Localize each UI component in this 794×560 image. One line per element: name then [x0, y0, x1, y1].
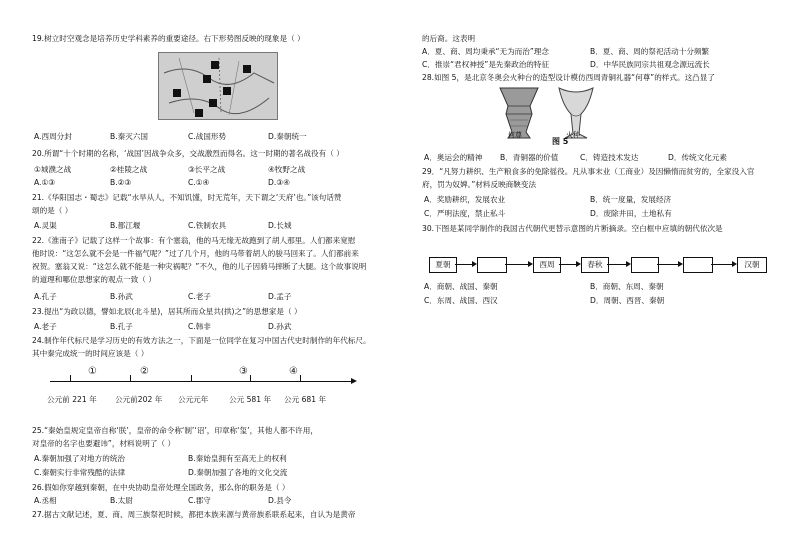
figure-5-label: 图 5 — [552, 137, 569, 146]
q20-item-2: ②桂陵之战 — [110, 165, 148, 174]
dynasty-box-blank-1 — [477, 257, 507, 273]
timeline-axis — [50, 381, 355, 382]
timeline-tick — [70, 375, 71, 382]
q26-option-a: A.丞相 — [34, 496, 57, 505]
timeline-label-3: 公元元年 — [178, 395, 209, 404]
timeline-arrow — [351, 378, 357, 384]
q23-option-d: D.孙武 — [268, 322, 292, 331]
chain-arrow — [455, 264, 473, 265]
q23-stem: 23.提出“为政以德，譬如北辰(北斗星)，居其所而众星共(拱)之”的思想家是（ ） — [32, 307, 302, 316]
q20-item-4: ④牧野之战 — [268, 165, 306, 174]
q22-option-c: C.老子 — [188, 292, 211, 301]
q28-stem: 28.如图 5，是北京冬奥会火种台的造型设计模仿西周青铜礼器“何尊”的样式。这凸显了 — [422, 73, 715, 82]
state-marker — [209, 99, 217, 107]
state-marker — [173, 89, 181, 97]
q25-line2: 对皇帝的名字也要避讳”，材料说明了（ ） — [32, 439, 176, 448]
state-marker — [243, 65, 251, 73]
q26-option-d: D.县令 — [268, 496, 292, 505]
q21-option-b: B.都江堰 — [110, 221, 141, 230]
dynasty-box-chunqiu: 春秋 — [581, 257, 609, 273]
q19-stem: 19.树立时空观念是培养历史学科素养的重要途径。右下形势图反映的现象是（ ） — [32, 34, 305, 43]
chain-arrow — [657, 264, 679, 265]
timeline-marker-3: ③ — [239, 366, 248, 377]
q25-option-b: B.秦始皇拥有至高无上的权利 — [188, 454, 287, 463]
q27-continued: 的后裔。这表明 — [422, 34, 476, 43]
q23-option-b: B.孔子 — [110, 322, 133, 331]
q29-line2: 府，罚为奴婢。”材料反映商鞅变法 — [422, 180, 537, 189]
torch-caption: 火种 — [566, 131, 580, 139]
q22-option-d: D.孟子 — [268, 292, 292, 301]
q27-option-c: C．推崇“君权神授”是先秦政治的特征 — [422, 60, 550, 69]
q29-option-d: D．废除井田，土地私有 — [590, 209, 672, 218]
q21-line2: 颂的是（ ） — [32, 206, 73, 215]
dynasty-box-blank-3 — [683, 257, 713, 273]
state-marker — [203, 75, 211, 83]
timeline-label-1: 公元前 221 年 — [47, 395, 97, 404]
chain-arrow — [505, 264, 529, 265]
q19-map-image — [158, 52, 278, 120]
q19-option-c: C.战国形势 — [188, 132, 227, 141]
q30-option-c: C．东周、战国、西汉 — [424, 296, 498, 305]
q26-option-c: C.郡守 — [188, 496, 211, 505]
q24-line2: 其中秦完成统一的时间应该是（ ） — [32, 349, 149, 358]
chain-arrow — [711, 264, 733, 265]
q21-option-a: A.灵渠 — [34, 221, 57, 230]
q24-line1: 24.制作年代标尺是学习历史的有效方法之一，下面是一位同学在复习中国古代史时制作的年代标尺。 — [32, 336, 371, 345]
q25-option-a: A.秦朝加强了对地方的统治 — [34, 454, 126, 463]
q19-option-d: D.秦朝统一 — [268, 132, 307, 141]
q26-option-b: B.太尉 — [110, 496, 133, 505]
q21-line1: 21.《华阳国志・蜀志》记载“水旱从人，不知饥馑，时无荒年，天下谓之‘天府’也。”该句话赞 — [32, 193, 342, 202]
timeline-tick — [250, 375, 251, 382]
q22-line3: 祝贺。塞翁又说：“这怎么就不能是一种灾祸呢？”不久，他的儿子因骑马摔断了大腿。这个故事说明 — [32, 262, 367, 271]
q23-option-a: A.老子 — [34, 322, 57, 331]
q22-line1: 22.《淮南子》记载了这样一个故事：有个塞翁，他的马无缘无故跑到了胡人那里。人们都来宽慰 — [32, 236, 356, 245]
timeline-marker-2: ② — [140, 366, 149, 377]
q25-line1: 25.“秦始皇规定皇帝自称‘朕’，皇帝的命令称‘制’‘诏’，印章称‘玺’，其他人都不许用， — [32, 426, 318, 435]
q30-option-d: D．周朝、西晋、秦朝 — [590, 296, 665, 305]
q27-line1: 27.据古文献记述，夏、商、周三族祭祀时候，都把本族来源与黄帝族系联系起来，自认为是黄帝 — [32, 510, 356, 519]
chain-arrow — [607, 264, 627, 265]
q20-option-b: B.②③ — [110, 178, 132, 187]
q28-option-d: D．传统文化元素 — [668, 153, 728, 162]
q20-item-3: ③长平之战 — [188, 165, 226, 174]
q26-stem: 26.假如你穿越到秦朝，在中央协助皇帝处理全国政务，那么你的职务是（ ） — [32, 483, 290, 492]
q29-option-b: B．统一度量，发展经济 — [590, 195, 672, 204]
q29-line1: 29．“凡努力耕织、生产粮食多的免除徭役。凡从事末业（工商业）及因懒惰而贫穷的，全家没入官 — [422, 167, 755, 176]
timeline-tick — [130, 375, 131, 382]
timeline-marker-1: ① — [88, 366, 97, 377]
he-zun-caption: 何尊 — [508, 131, 522, 139]
q22-line4: 的道理和哪位思想家的观点一致（ ） — [32, 275, 156, 284]
q19-option-b: B.秦灭六国 — [110, 132, 148, 141]
state-marker — [195, 109, 203, 117]
q27-option-b: B．夏、商、周的祭祀活动十分频繁 — [590, 47, 710, 56]
timeline-label-4: 公元 581 年 — [229, 395, 272, 404]
q25-option-c: C.秦朝实行非常残酷的法律 — [34, 468, 126, 477]
q27-option-a: A．夏、商、周均秉承“无为而治”理念 — [422, 47, 549, 56]
timeline-tick — [191, 375, 192, 382]
q20-item-1: ①城濮之战 — [34, 165, 72, 174]
q19-option-a: A.西周分封 — [34, 132, 72, 141]
q20-stem: 20.所谓“十个时期的名称，‘战国’因战争众多，交战激烈而得名。这一时期的著名战役有（ ） — [32, 149, 344, 158]
q20-option-a: A.①③ — [34, 178, 56, 187]
q29-option-c: C．严明法度，禁止私斗 — [424, 209, 506, 218]
q30-option-b: B．商朝、东周、秦朝 — [590, 282, 664, 291]
dynasty-box-blank-2 — [631, 257, 659, 273]
q30-option-a: A．商朝、战国、秦朝 — [424, 282, 498, 291]
state-marker — [211, 61, 219, 69]
timeline-label-5: 公元 681 年 — [284, 395, 327, 404]
q28-option-a: A．奥运会的精神 — [424, 153, 483, 162]
dynasty-box-xizhou: 西周 — [533, 257, 561, 273]
dynasty-box-han: 汉朝 — [737, 257, 767, 273]
q22-option-b: B.孙武 — [110, 292, 133, 301]
q25-option-d: D.秦朝加强了各地的文化交流 — [188, 468, 288, 477]
q30-stem: 30.下图是某同学制作的我国古代朝代更替示意图的片断摘录。空白框中应填的朝代依次是 — [422, 224, 723, 233]
q29-option-a: A．奖励耕织，发展农业 — [424, 195, 506, 204]
state-marker — [223, 87, 231, 95]
q21-option-d: D.长城 — [268, 221, 292, 230]
q28-option-c: C．铸造技术发达 — [580, 153, 639, 162]
q20-option-d: D.③④ — [268, 178, 290, 187]
q22-option-a: A.孔子 — [34, 292, 57, 301]
q23-option-c: C.韩非 — [188, 322, 211, 331]
q20-option-c: C.①④ — [188, 178, 210, 187]
timeline-tick — [300, 375, 301, 382]
q21-option-c: C.铁制农具 — [188, 221, 227, 230]
chain-arrow — [559, 264, 577, 265]
q22-line2: 他时说：“这怎么就不会是一件福气呢？”过了几个月，他的马带着胡人的骏马回来了。人们都前来 — [32, 249, 359, 258]
q27-option-d: D．中华民族同宗共祖观念源远流长 — [590, 60, 710, 69]
timeline-marker-4: ④ — [289, 366, 298, 377]
dynasty-box-xia: 夏朝 — [429, 257, 457, 273]
q28-option-b: B．青铜器的价值 — [500, 153, 559, 162]
timeline-label-2: 公元前202 年 — [115, 395, 163, 404]
